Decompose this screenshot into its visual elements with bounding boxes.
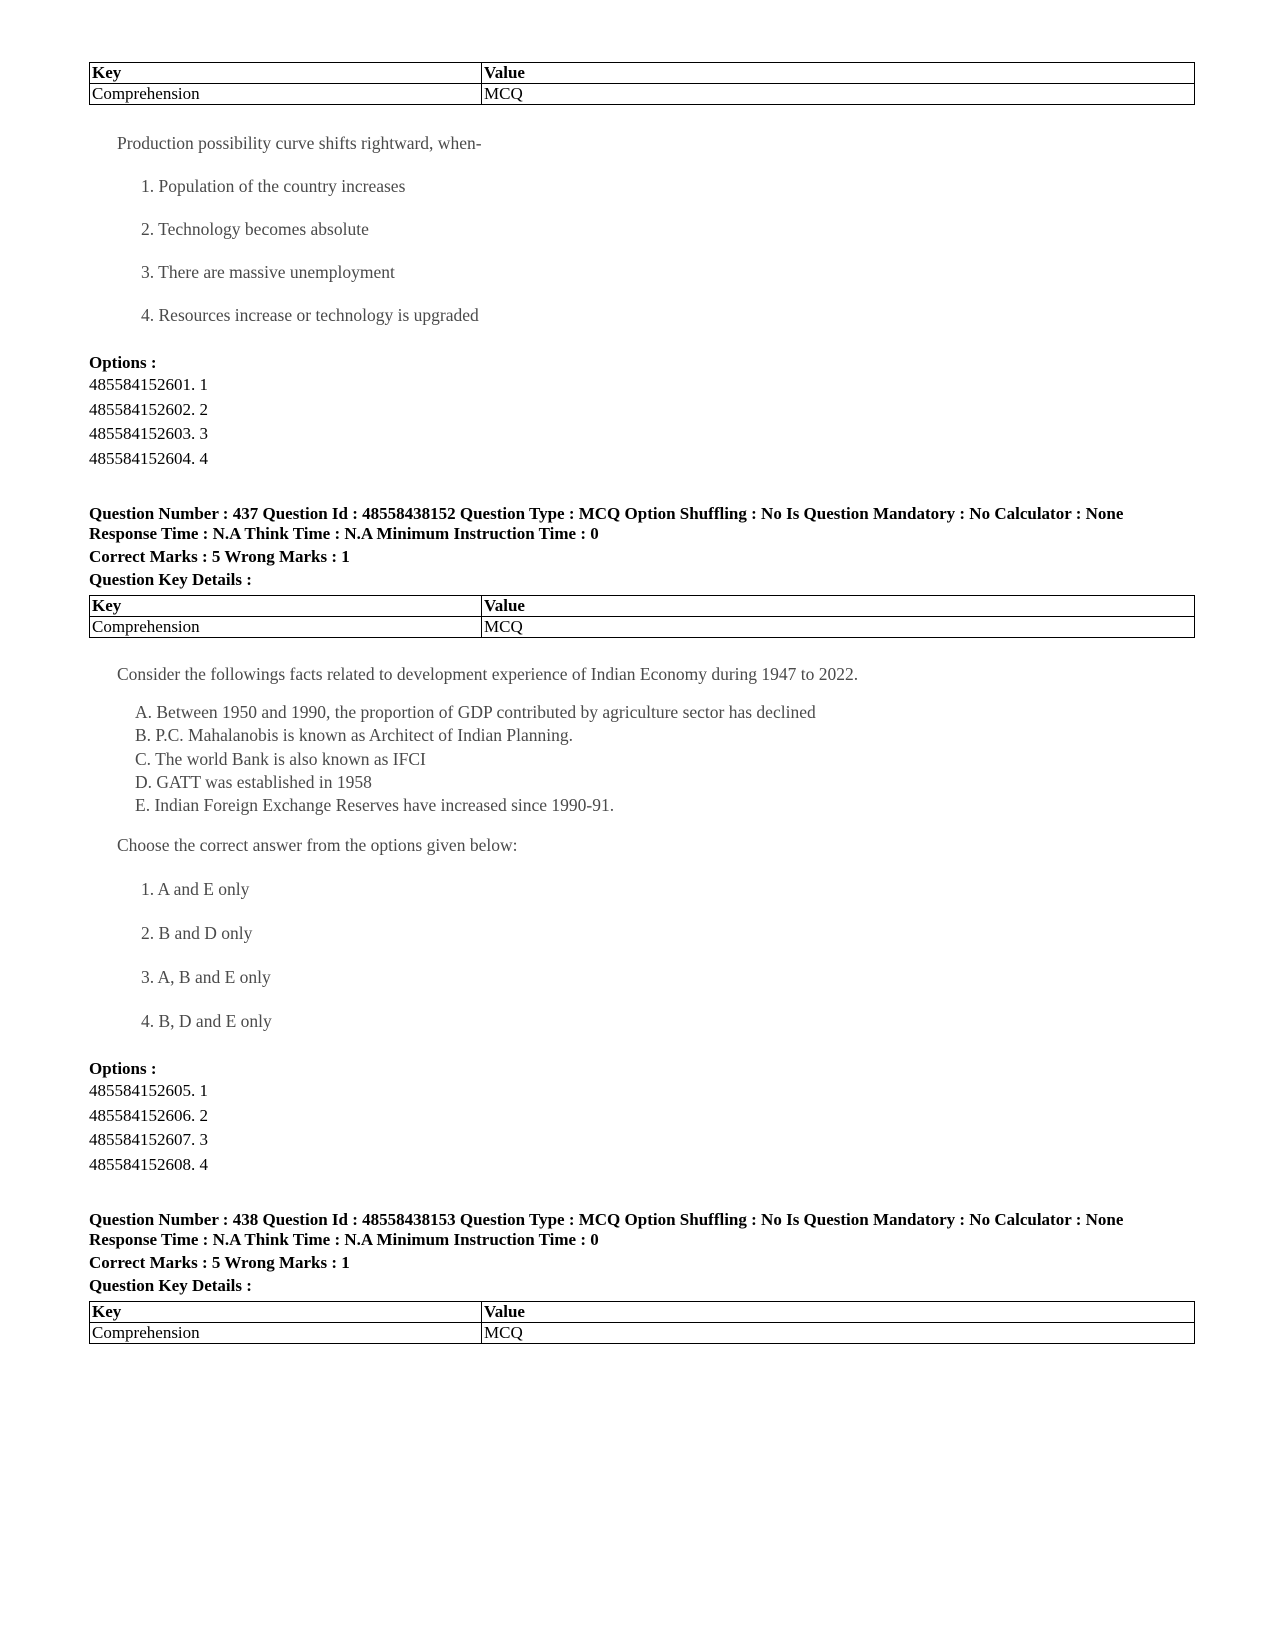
question-choice: 2. B and D only — [141, 923, 253, 944]
question-meta-line: Response Time : N.A Think Time : N.A Minimum Instruction Time : 0 — [89, 1230, 599, 1250]
marks-line: Correct Marks : 5 Wrong Marks : 1 — [89, 1253, 350, 1273]
question-choice: 1. Population of the country increases — [141, 176, 406, 196]
option-line: 485584152604. 4 — [89, 448, 208, 468]
question-instruction: Choose the correct answer from the options given below: — [117, 835, 518, 856]
table-row — [90, 84, 1195, 105]
value-cell: MCQ — [482, 1323, 1195, 1344]
option-line: 485584152607. 3 — [89, 1130, 208, 1150]
question-meta-line: Question Number : 437 Question Id : 48558438152 Question Type : MCQ Option Shuffling : No Is Question Mandatory : No Calculator : None — [89, 504, 1124, 523]
question-key-table — [89, 1301, 1195, 1344]
option-line: 485584152608. 4 — [89, 1154, 208, 1174]
key-header: Key — [90, 1302, 482, 1323]
option-line: 485584152603. 3 — [89, 424, 208, 443]
question-choice: 4. B, D and E only — [141, 1011, 272, 1032]
key-cell: Comprehension — [90, 84, 482, 105]
question-key-table — [89, 595, 1195, 638]
statement: C. The world Bank is also known as IFCI — [135, 748, 426, 769]
question-meta — [89, 504, 1195, 590]
question-meta-line: Question Number : 438 Question Id : 48558438153 Question Type : MCQ Option Shuffling : No Is Question Mandatory : No Calculator : None — [89, 1210, 1124, 1230]
question-key-table — [89, 62, 1195, 105]
statement: E. Indian Foreign Exchange Reserves have increased since 1990-91. — [135, 795, 615, 816]
key-header: Key — [90, 63, 482, 84]
statement: B. P.C. Mahalanobis is known as Architect of Indian Planning. — [135, 725, 573, 746]
value-cell: MCQ — [482, 84, 1195, 105]
key-cell: Comprehension — [90, 1323, 482, 1344]
question-choice: 2. Technology becomes absolute — [141, 219, 369, 239]
option-line: 485584152601. 1 — [89, 375, 208, 394]
document-page — [89, 62, 1195, 1344]
question-choice: 3. A, B and E only — [141, 967, 271, 988]
statement: D. GATT was established in 1958 — [135, 771, 372, 792]
question-meta — [89, 1210, 1195, 1296]
table-header-row — [90, 1302, 1195, 1323]
options-section — [89, 1059, 1195, 1177]
value-header: Value — [482, 596, 1195, 617]
table-header-row — [90, 63, 1195, 84]
options-label: Options : — [89, 1059, 157, 1079]
question-choice: 4. Resources increase or technology is upgraded — [141, 305, 479, 325]
option-line: 485584152606. 2 — [89, 1105, 208, 1125]
value-cell: MCQ — [482, 617, 1195, 638]
options-label: Options : — [89, 353, 157, 372]
key-details-label: Question Key Details : — [89, 1276, 252, 1296]
question-image — [89, 133, 1195, 326]
key-header: Key — [90, 596, 482, 617]
table-row — [90, 1323, 1195, 1344]
question-meta-line: Response Time : N.A Think Time : N.A Minimum Instruction Time : 0 — [89, 524, 599, 543]
question-choice: 1. A and E only — [141, 879, 250, 900]
question-image — [89, 664, 1195, 1032]
value-header: Value — [482, 63, 1195, 84]
question-stem: Production possibility curve shifts rightward, when- — [117, 133, 482, 153]
statement: A. Between 1950 and 1990, the proportion of GDP contributed by agriculture sector has declined — [135, 702, 816, 722]
marks-line: Correct Marks : 5 Wrong Marks : 1 — [89, 547, 350, 566]
option-line: 485584152605. 1 — [89, 1081, 208, 1101]
options-section — [89, 353, 1195, 471]
key-details-label: Question Key Details : — [89, 570, 252, 589]
table-row — [90, 617, 1195, 638]
question-stem: Consider the followings facts related to development experience of Indian Economy during 1947 to 2022. — [117, 664, 859, 684]
option-line: 485584152602. 2 — [89, 399, 208, 419]
question-choice: 3. There are massive unemployment — [141, 262, 395, 282]
key-cell: Comprehension — [90, 617, 482, 638]
statement-list — [89, 701, 1195, 817]
value-header: Value — [482, 1302, 1195, 1323]
table-header-row — [90, 596, 1195, 617]
